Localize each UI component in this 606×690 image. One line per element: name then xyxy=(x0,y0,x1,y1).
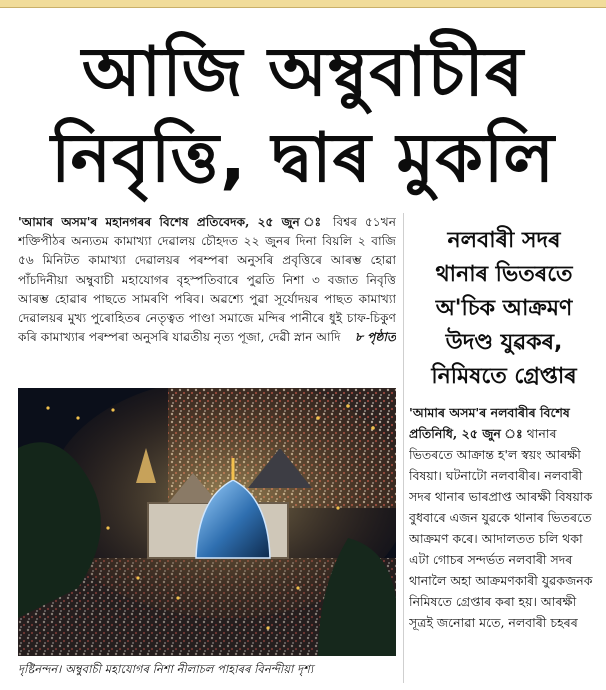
side-story-column xyxy=(409,224,599,668)
top-color-strip xyxy=(0,0,606,8)
side-story-headline xyxy=(409,224,599,394)
main-story-byline: 'আমাৰ অসম'ৰ মহানগৰৰ বিশেষ প্ৰতিবেদক, ২৫ জুন ঃ xyxy=(18,215,326,229)
temple-aerial-illustration xyxy=(18,388,396,656)
main-story-text xyxy=(18,213,396,386)
side-story-byline: 'আমাৰ অসম'ৰ নলবাৰীৰ বিশেষ প্ৰতিনিধি, ২৫ জুন ঃ xyxy=(409,405,570,441)
headline-line-2: নিবৃত্তি, দ্বাৰ মুকলি xyxy=(50,119,556,198)
column-divider xyxy=(403,213,404,683)
side-story-text xyxy=(409,402,599,668)
side-headline-line-4: উদণ্ড যুৱকৰ, xyxy=(445,330,563,355)
side-headline-line-1: নলবাৰী সদৰ xyxy=(447,228,561,253)
continued-page-ref: ৮ পৃষ্ঠাত xyxy=(354,330,396,345)
main-headline xyxy=(0,30,606,202)
side-headline-line-2: থানাৰ ভিতৰতে xyxy=(435,262,573,287)
side-headline-line-5: নিমিষতে গ্ৰেপ্তাৰ xyxy=(431,364,577,389)
headline-line-1: আজি অম্বুবাচীৰ xyxy=(81,33,525,112)
side-story-body: থানাৰ ভিতৰতে আক্ৰান্ত হ'ল স্বয়ং আৰক্ষী বিষয়া। ঘটনাটো নলবাৰীৰ। নলবাৰী সদৰ থানাৰ ভাৰপ্ৰাপ্ত আৰক্ষী বিষয়াক বুধবাৰে এজন যুৱকে থানাৰ ভিতৰতে আক্ৰমণ কৰে। আদালতত চলি থকা এটা গোচৰ সন্দৰ্ভত নলবাৰী সদৰ থানালৈ অহা আক্ৰমণকাৰী যুৱকজনক নিমিষতে গ্ৰেপ্তাৰ কৰা হয়। আৰক্ষী সূত্ৰই জনোৱা মতে, নলবাৰী চহৰৰ xyxy=(409,426,593,630)
side-headline-line-3: অ'চিক আক্ৰমণ xyxy=(435,296,573,321)
photo-caption: দৃষ্টিনন্দন। অম্বুবাচী মহাযোগৰ নিশা নীলাচল পাহাৰৰ বিনন্দীয়া দৃশ্য xyxy=(18,662,314,676)
main-story-body: বিশ্বৰ ৫১খন শক্তিপীঠৰ অন্যতম কামাখ্যা দেৱালয় চৌহদত ২২ জুনৰ দিনা বিয়লি ২ বাজি ৫৬ মিনিটত কামাখ্যা দেৱালয়ৰ পৰম্পৰা অনুসৰি প্ৰবৃত্তিৰে আৰম্ভ হোৱা পাঁচদিনীয়া অম্বুবাচী মহাযোগৰ বৃহস্পতিবাৰে পুৱতি নিশা ৩ বজাত নিবৃত্তি আৰম্ভ হোৱাৰ পাছতে সামৰণি পৰিব। অৱশ্যে পুৱা সূৰ্যোদয়ৰ পাছত কামাখ্যা দেৱালয়ৰ মুখ্য পুৰোহিতৰ নেতৃত্বত পাণ্ডা সমাজে মন্দিৰ পানীৰে ধুই চাফ-চিকুণ কৰি কামাখ্যাৰ পৰম্পৰা অনুসৰি যাৱতীয় নৃত্য পূজা, দেৱী স্নান আদি xyxy=(18,215,396,345)
main-story-column xyxy=(18,213,396,386)
temple-night-photo xyxy=(18,388,396,656)
